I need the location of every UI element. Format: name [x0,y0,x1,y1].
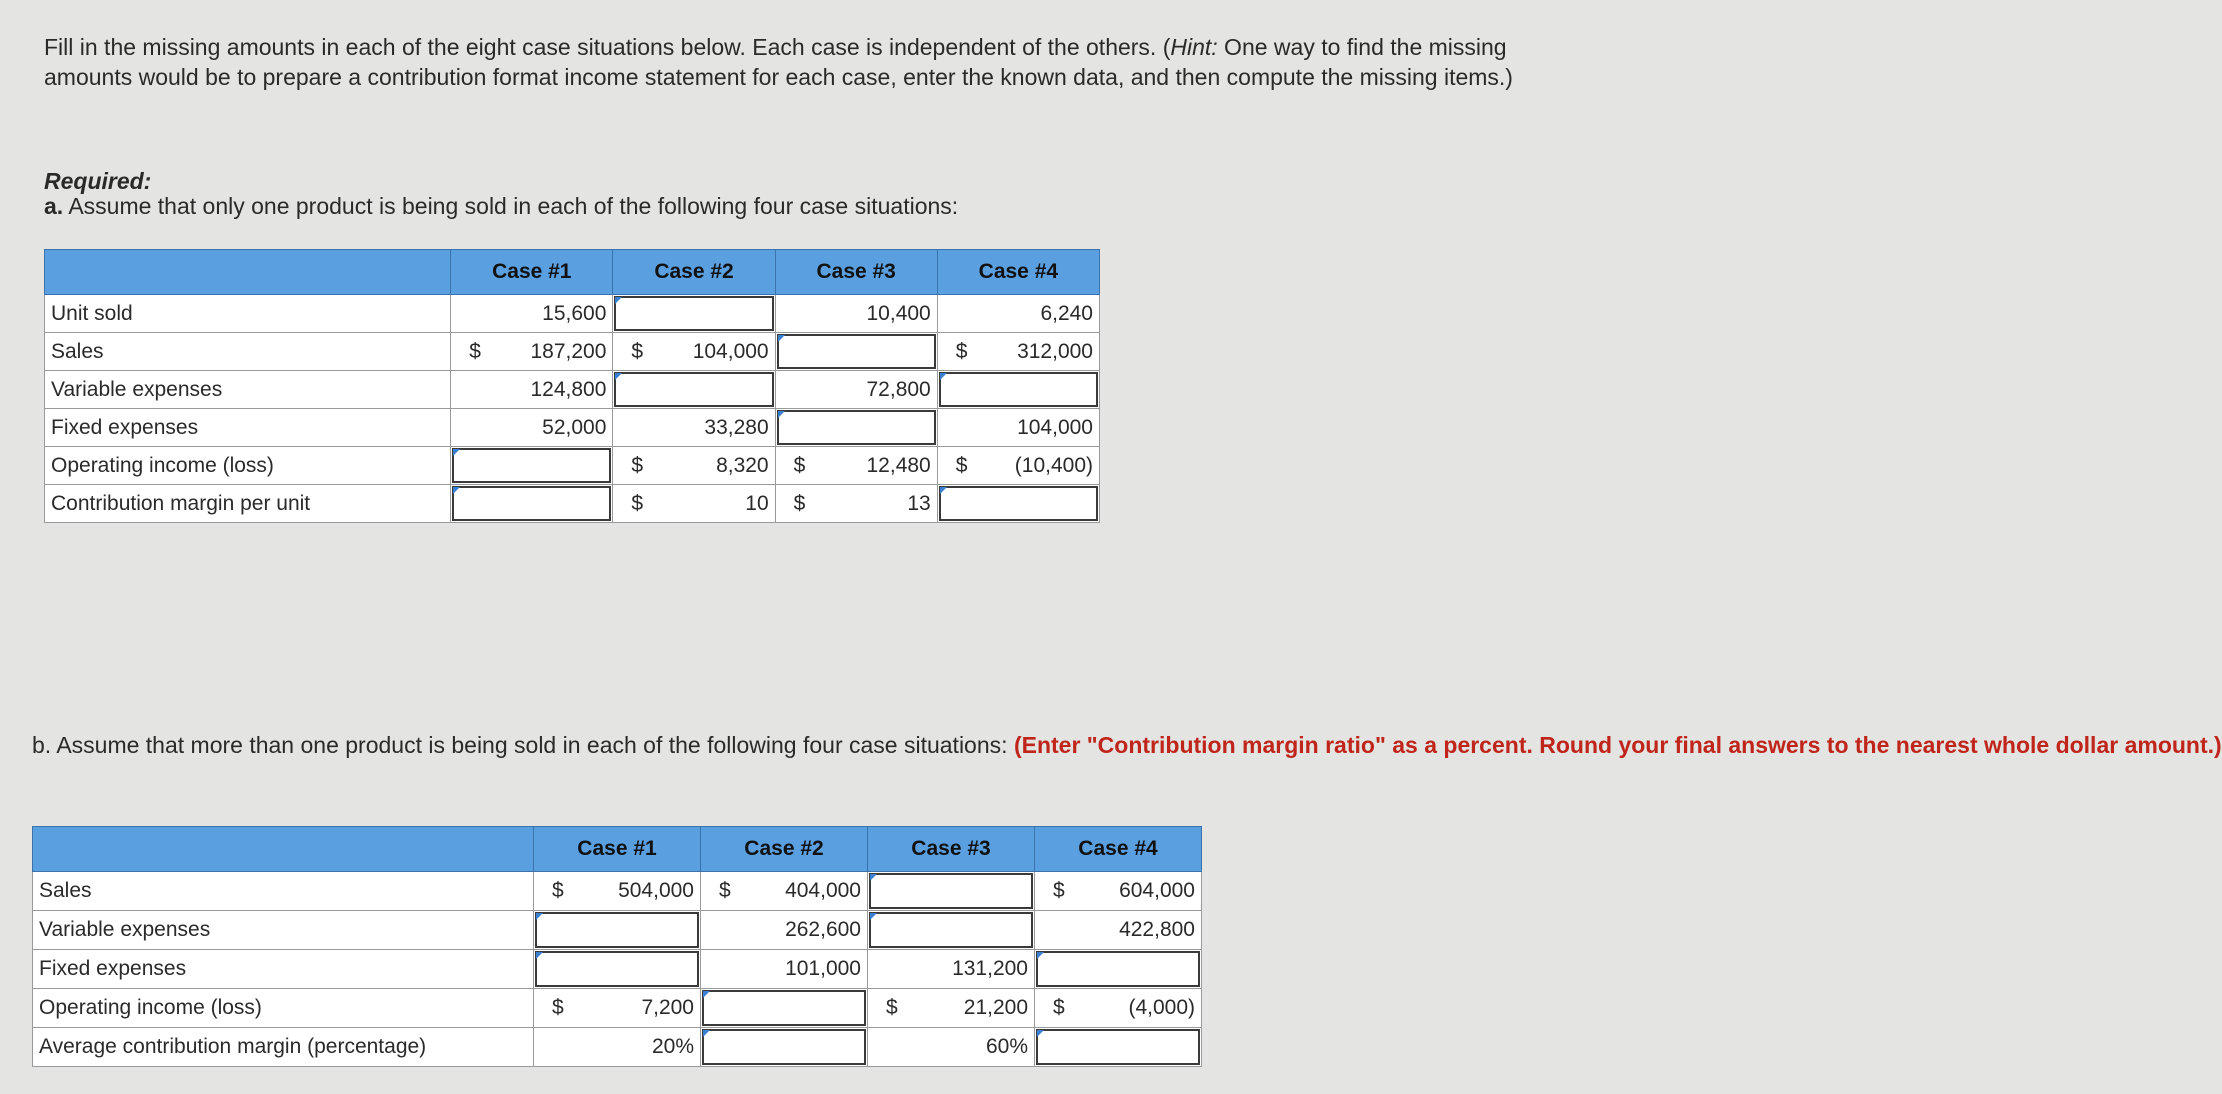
value-cell-case-1 [451,371,613,409]
cell-value: 404,000 [785,879,861,902]
answer-input-case-3[interactable] [868,872,1035,911]
cell-value: 312,000 [1017,339,1093,363]
answer-input-case-1[interactable] [534,911,701,950]
answer-input-box[interactable] [776,333,937,370]
header-corner [33,827,534,872]
cell-value: 20% [651,1035,694,1058]
answer-input-box[interactable] [613,371,774,408]
cell-value: 131,200 [952,957,1028,980]
currency-symbol: $ [552,879,564,902]
part-b-instruction: (Enter "Contribution margin ratio" as a percent. Round your final answers to the nearest whole dollar amount.) [1013,732,2222,758]
instructions-paragraph [44,32,1524,92]
answer-input-case-1[interactable] [451,485,613,523]
cell-value: 72,800 [866,377,931,401]
row-label: Sales [45,333,451,371]
answer-input-case-3[interactable] [775,333,937,371]
currency-symbol: $ [793,453,806,477]
row-label: Variable expenses [33,911,534,950]
value-cell-case-3 [775,371,937,409]
answer-input-box[interactable] [776,409,937,446]
value-cell-case-2 [613,333,775,371]
answer-input-case-2[interactable] [613,295,775,333]
column-header-case-4: Case #4 [937,250,1099,295]
cell-value: 10 [745,491,769,515]
answer-input-box[interactable] [1035,1028,1201,1066]
part-a-table [44,249,1100,523]
cell-value: 101,000 [785,957,861,980]
value-cell-case-3 [868,950,1035,989]
answer-input-box[interactable] [701,1028,867,1066]
part-b-table [32,826,1202,1067]
cell-value: 604,000 [1119,879,1195,902]
cell-value: 21,200 [963,996,1028,1019]
value-cell-case-4 [937,295,1099,333]
answer-input-box[interactable] [451,447,612,484]
cell-value: 12,480 [866,453,931,477]
table-row [45,333,1100,371]
answer-input-case-1[interactable] [451,447,613,485]
value-cell-case-1 [534,989,701,1028]
part-a-prefix: a. [44,193,64,219]
currency-symbol: $ [1053,996,1065,1019]
column-header-case-3: Case #3 [868,827,1035,872]
cell-value: 422,800 [1119,918,1195,941]
part-a-question-text: Assume that only one product is being sold in each of the following four case situations: [68,193,959,219]
answer-input-box[interactable] [534,911,700,949]
currency-symbol: $ [552,996,564,1019]
column-header-case-2: Case #2 [613,250,775,295]
instructions-text-1: Fill in the missing amounts in each of the eight case situations below. Each case is independent of the others. ( [44,34,1171,60]
cell-value: 7,200 [641,996,694,1019]
currency-symbol: $ [886,996,898,1019]
part-b-prefix: b. [32,732,52,758]
value-cell-case-4 [937,409,1099,447]
cell-value: 504,000 [618,879,694,902]
answer-input-case-2[interactable] [613,371,775,409]
table-row [45,295,1100,333]
part-a-question [44,193,958,220]
value-cell-case-4 [937,447,1099,485]
value-cell-case-4 [1035,989,1202,1028]
part-b-question [32,728,2222,762]
cell-value: 15,600 [542,301,607,325]
table-row [45,447,1100,485]
value-cell-case-2 [701,872,868,911]
column-header-case-1: Case #1 [534,827,701,872]
cell-value: 104,000 [692,339,769,363]
answer-input-case-3[interactable] [868,911,1035,950]
value-cell-case-4 [1035,911,1202,950]
answer-input-case-1[interactable] [534,950,701,989]
currency-symbol: $ [955,453,968,477]
answer-input-box[interactable] [451,485,612,522]
cell-value: 8,320 [716,453,769,477]
answer-input-case-4[interactable] [1035,1028,1202,1067]
value-cell-case-3 [868,989,1035,1028]
cell-value: (10,400) [1014,453,1093,477]
currency-symbol: $ [469,339,481,363]
currency-symbol: $ [793,491,806,515]
table-header-row [33,827,1202,872]
value-cell-case-2 [613,447,775,485]
answer-input-case-2[interactable] [701,989,868,1028]
currency-symbol: $ [631,339,644,363]
value-cell-case-3 [775,295,937,333]
header-corner [45,250,451,295]
row-label: Fixed expenses [33,950,534,989]
table-row [33,911,1202,950]
cell-value: 60% [985,1035,1028,1058]
column-header-case-3: Case #3 [775,250,937,295]
instructions-text-2: One way to find the missing amounts would be to prepare a contribution format income statement for each case, enter the known data, and then compute the missing items.) [44,34,1513,90]
row-label: Operating income (loss) [45,447,451,485]
value-cell-case-3 [868,1028,1035,1067]
answer-input-box[interactable] [534,950,700,988]
cell-value: 187,200 [530,339,607,363]
answer-input-case-4[interactable] [937,485,1099,523]
table-row [45,371,1100,409]
answer-input-box[interactable] [868,872,1034,910]
value-cell-case-1 [451,409,613,447]
cell-value: 10,400 [866,301,931,325]
table-row [33,1028,1202,1067]
row-label: Unit sold [45,295,451,333]
table-row [33,989,1202,1028]
answer-input-case-4[interactable] [1035,950,1202,989]
table-header-row [45,250,1100,295]
value-cell-case-4 [1035,872,1202,911]
value-cell-case-1 [534,872,701,911]
row-label: Average contribution margin (percentage) [33,1028,534,1067]
cell-value: 262,600 [785,918,861,941]
currency-symbol: $ [955,339,968,363]
answer-input-box[interactable] [613,295,774,332]
answer-input-box[interactable] [1035,950,1201,988]
table-row [45,485,1100,523]
row-label: Sales [33,872,534,911]
required-heading: Required: [44,168,152,194]
currency-symbol: $ [719,879,731,902]
answer-input-box[interactable] [938,371,1099,408]
cell-value: 104,000 [1017,415,1093,439]
value-cell-case-2 [701,950,868,989]
row-label: Fixed expenses [45,409,451,447]
row-label: Operating income (loss) [33,989,534,1028]
answer-input-case-4[interactable] [937,371,1099,409]
value-cell-case-1 [451,333,613,371]
cell-value: 33,280 [704,415,769,439]
table-row [33,950,1202,989]
column-header-case-4: Case #4 [1035,827,1202,872]
table-row [33,872,1202,911]
cell-value: 124,800 [530,377,607,401]
hint-label: Hint: [1170,34,1218,60]
answer-input-case-3[interactable] [775,409,937,447]
value-cell-case-2 [701,911,868,950]
answer-input-box[interactable] [701,989,867,1027]
row-label: Variable expenses [45,371,451,409]
currency-symbol: $ [631,453,644,477]
value-cell-case-2 [613,485,775,523]
currency-symbol: $ [1053,879,1065,902]
row-label: Contribution margin per unit [45,485,451,523]
value-cell-case-2 [613,409,775,447]
value-cell-case-3 [775,447,937,485]
answer-input-box[interactable] [868,911,1034,949]
column-header-case-2: Case #2 [701,827,868,872]
part-b-question-text: Assume that more than one product is being sold in each of the following four case situations: [56,732,1014,758]
value-cell-case-1 [451,295,613,333]
value-cell-case-4 [937,333,1099,371]
cell-value: 13 [907,491,931,515]
currency-symbol: $ [631,491,644,515]
cell-value: (4,000) [1128,996,1195,1019]
cell-value: 52,000 [542,415,607,439]
value-cell-case-3 [775,485,937,523]
column-header-case-1: Case #1 [451,250,613,295]
value-cell-case-1 [534,1028,701,1067]
cell-value: 6,240 [1040,301,1093,325]
table-row [45,409,1100,447]
answer-input-case-2[interactable] [701,1028,868,1067]
answer-input-box[interactable] [938,485,1099,522]
